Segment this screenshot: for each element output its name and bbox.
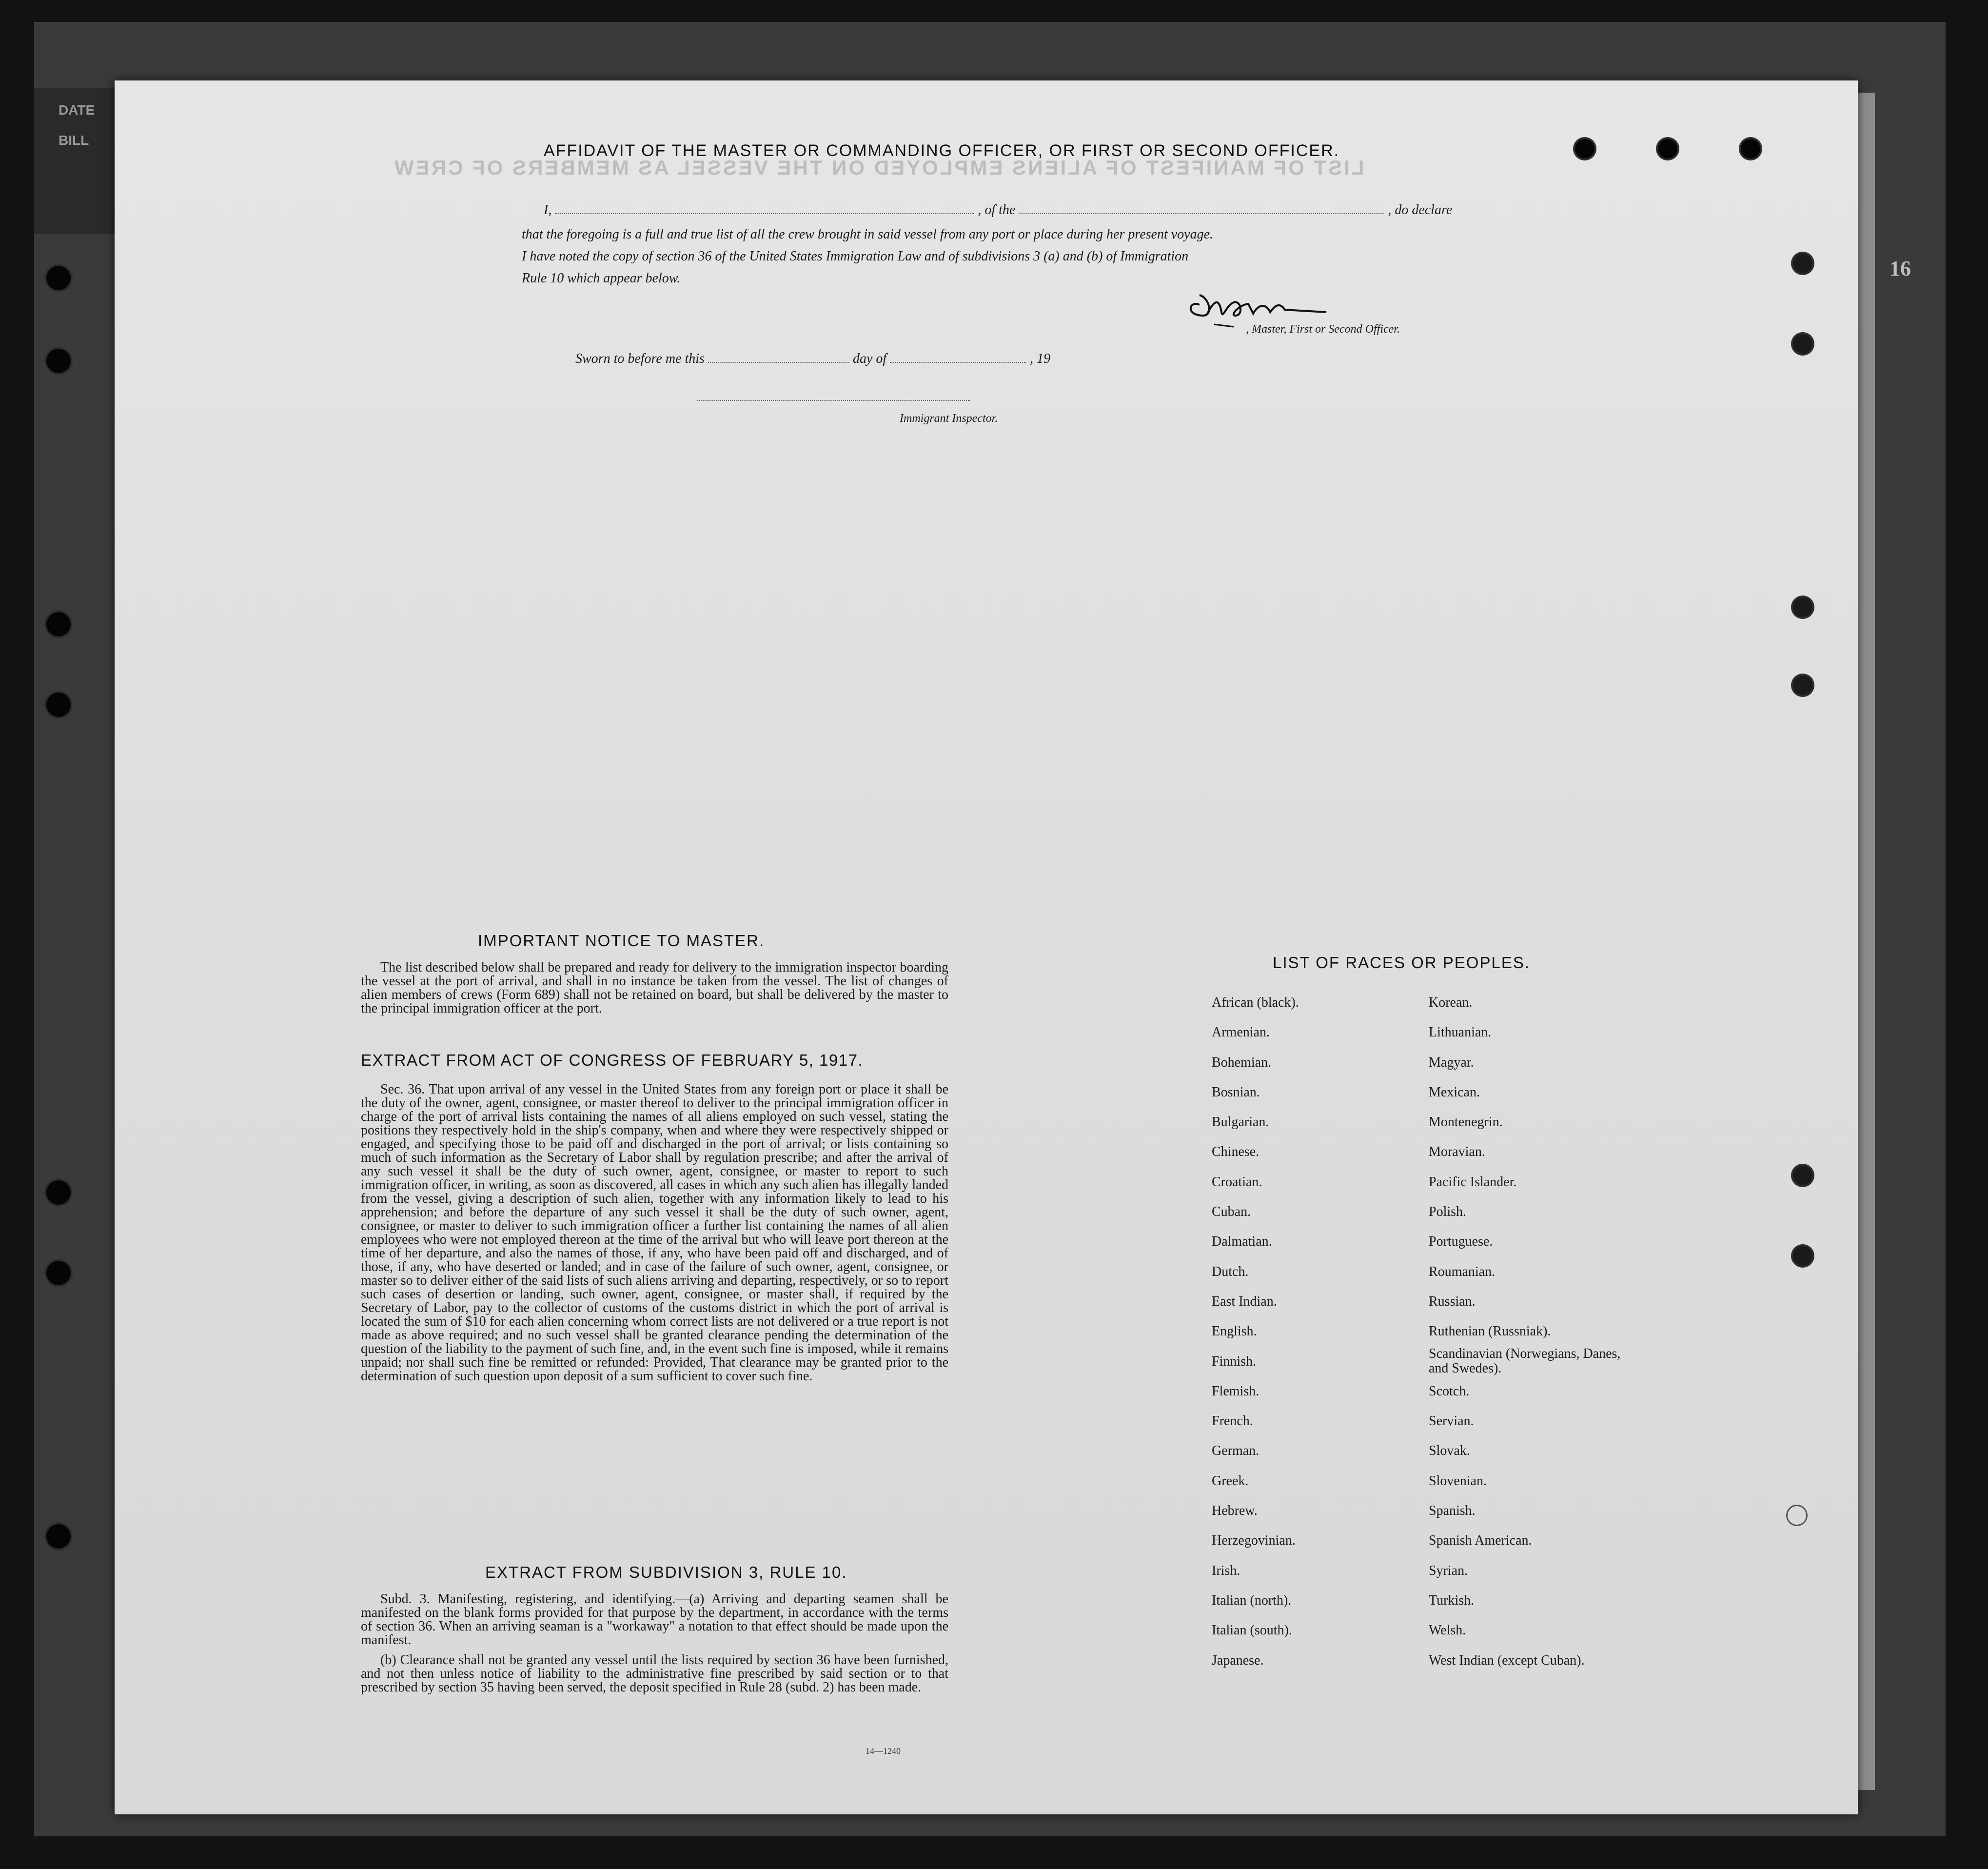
- race-entry: Mexican.: [1429, 1084, 1480, 1100]
- race-entry: Italian (south).: [1212, 1623, 1292, 1638]
- race-entry: Japanese.: [1212, 1652, 1264, 1668]
- race-entry: Hebrew.: [1212, 1503, 1258, 1519]
- sworn-year: , 19: [1030, 351, 1051, 366]
- punch-hole-icon: [1793, 1246, 1812, 1266]
- race-entry: Lithuanian.: [1429, 1025, 1492, 1040]
- notice-body: The list described below shall be prepared and ready for delivery to the immigration inspector boarding the vessel at the port of arrival, and shall in no instance be taken from the vessel. The list of changes of alien members of crews (Form 689) shall not be retained on board, but shall be delivered by the master to the principal immigration officer at the port.: [361, 960, 948, 1016]
- affidavit-line-3: I have noted the copy of section 36 of the United States Immigration Law and of subdivisions 3 (a) and (b) of Immigration: [522, 249, 1189, 264]
- extract-act-body: Sec. 36. That upon arrival of any vessel in the United States from any foreign port or place it shall be the duty of the owner, agent, consignee, or master thereof to deliver to the principal immigration officer in charge of the port of arrival lists containing the names of all aliens employed on such vessel, stating the positions they respectively hold in the ship's company, when and where they were respectively shipped or engaged, and specifying those to be paid off and discharged in the port of arrival; or lists containing so much of such information as the Secretary of Labor shall by regulation prescribe; and after the arrival of any such vessel it shall be the duty of such owner, agent, consignee, or master to report to such immigration officer, in writing, as soon as discovered, all cases in which any such alien has illegally landed from the vessel, giving a description of such alien, together with any information likely to lead to his apprehension; and before the departure of any such vessel it shall be the duty of such owner, agent, consignee, or master to deliver to such immigration officer a further list containing the names of all alien employees who were not employed thereon at the time of the arrival but who will leave port thereon at the time of her departure, and also the names of those, if any, who have been paid off and discharged, and of those, if any, who have deserted or landed; and in case of the failure of such owner, agent, consignee, or master so to deliver either of the said lists of such aliens arriving and departing, respectively, or so to report such cases of desertion or landing, such owner, agent, consignee, or master shall, if required by the Secretary of Labor, pay to the collector of customs of the customs district in which the port of arrival is located the sum of $10 for each alien concerning whom correct lists are not delivered or a true report is not made as above required; and no such vessel shall be granted clearance pending the determination of the question of the liability to the payment of such fine, and, in the event such fine is imposed, while it remains unpaid; nor shall such fine be remitted or refunded: Provided, That clearance may be granted prior to the determination of such question upon deposit of a sum sufficient to cover such fine.: [361, 1082, 948, 1384]
- races-right-column: [1429, 988, 1634, 1675]
- sworn-prefix: Sworn to before me this: [575, 351, 705, 366]
- race-entry: Moravian.: [1429, 1144, 1485, 1160]
- race-entry: Scandinavian (Norwegians, Danes, and Swedes).: [1429, 1346, 1621, 1376]
- race-entry: Portuguese.: [1429, 1234, 1493, 1250]
- race-entry: Bulgarian.: [1212, 1114, 1269, 1130]
- punch-hole-ring-icon: [1786, 1505, 1808, 1526]
- binder-hole-icon: [46, 1261, 71, 1285]
- punch-hole-icon: [1793, 597, 1812, 617]
- affidavit-of-the-label: , of the: [978, 202, 1016, 218]
- race-entry: Magyar.: [1429, 1054, 1474, 1070]
- signature-caption: , Master, First or Second Officer.: [1246, 323, 1400, 336]
- extract-act-title: EXTRACT FROM ACT OF CONGRESS OF FEBRUARY 5, 1917.: [361, 1051, 864, 1069]
- vessel-name-field: [1019, 213, 1384, 214]
- race-entry: Herzegovinian.: [1212, 1533, 1296, 1549]
- tab-label-bill: BILL: [59, 133, 89, 148]
- race-entry: Scotch.: [1429, 1383, 1470, 1399]
- affidavit-declare-label: , do declare: [1388, 202, 1453, 218]
- race-entry: Greek.: [1212, 1473, 1249, 1489]
- race-entry: Chinese.: [1212, 1144, 1260, 1160]
- race-entry: Spanish.: [1429, 1503, 1476, 1519]
- race-entry: Russian.: [1429, 1293, 1476, 1309]
- page-number: 16: [1890, 257, 1911, 280]
- binder-hole-icon: [46, 693, 71, 717]
- affidavit-line-1: [544, 202, 1452, 218]
- sworn-day-field: [708, 362, 849, 363]
- race-entry: Irish.: [1212, 1563, 1240, 1578]
- binder-hole-icon: [46, 266, 71, 290]
- affidavit-i-label: I,: [544, 202, 552, 218]
- extract-rule-para-a: Subd. 3. Manifesting, registering, and identifying.—(a) Arriving and departing seamen shall be manifested on the blank forms provided for that purpose by the department, in accordance with the terms of section 36. When an arriving seaman is a "workaway" a notation to that effect should be made upon the manifest.: [361, 1591, 948, 1648]
- punch-hole-icon: [1741, 139, 1760, 159]
- punch-hole-icon: [1793, 334, 1812, 354]
- race-entry: Finnish.: [1212, 1353, 1257, 1369]
- punch-hole-icon: [1793, 1166, 1812, 1185]
- tab-label-date: DATE: [59, 102, 95, 118]
- binder-hole-icon: [46, 1524, 71, 1549]
- punch-hole-icon: [1793, 676, 1812, 695]
- race-entry: Polish.: [1429, 1204, 1467, 1220]
- race-entry: Cuban.: [1212, 1204, 1251, 1220]
- punch-hole-icon: [1658, 139, 1677, 159]
- sworn-month-field: [890, 362, 1026, 363]
- sworn-line: [575, 351, 1050, 367]
- inspector-caption: Immigrant Inspector.: [900, 412, 998, 425]
- punch-hole-icon: [1793, 254, 1812, 273]
- race-entry: Pacific Islander.: [1429, 1174, 1517, 1190]
- master-name-field: [555, 213, 974, 214]
- race-entry: Dutch.: [1212, 1264, 1249, 1279]
- races-left-column: [1212, 988, 1299, 1675]
- affidavit-title: AFFIDAVIT OF THE MASTER OR COMMANDING OFFICER, OR FIRST OR SECOND OFFICER.: [544, 141, 1340, 160]
- race-entry: Flemish.: [1212, 1383, 1260, 1399]
- race-entry: Armenian.: [1212, 1025, 1270, 1040]
- form-code: 14—1240: [866, 1746, 901, 1756]
- race-entry: Welsh.: [1429, 1623, 1466, 1638]
- race-entry: Spanish American.: [1429, 1533, 1532, 1549]
- notice-title: IMPORTANT NOTICE TO MASTER.: [478, 932, 765, 950]
- bleed-through-header: LIST OF MANIFEST OF ALIENS EMPLOYED ON THE VESSEL AS MEMBERS OF CREW: [393, 156, 1364, 179]
- race-entry: Italian (north).: [1212, 1592, 1292, 1608]
- binder-hole-icon: [46, 349, 71, 373]
- extract-rule-title: EXTRACT FROM SUBDIVISION 3, RULE 10.: [485, 1563, 847, 1581]
- index-tab: [34, 88, 116, 234]
- race-entry: Slovak.: [1429, 1443, 1470, 1459]
- race-entry: Turkish.: [1429, 1592, 1475, 1608]
- race-entry: Croatian.: [1212, 1174, 1262, 1190]
- race-entry: Montenegrin.: [1429, 1114, 1503, 1130]
- affidavit-line-2: that the foregoing is a full and true list of all the crew brought in said vessel from any port or place during her present voyage.: [522, 227, 1214, 242]
- sworn-day-of: day of: [852, 351, 887, 366]
- races-title: LIST OF RACES OR PEOPLES.: [1273, 954, 1531, 972]
- race-entry: Servian.: [1429, 1413, 1474, 1429]
- race-entry: Roumanian.: [1429, 1264, 1496, 1279]
- race-entry: English.: [1212, 1324, 1257, 1339]
- inspector-signature-line: [697, 400, 970, 401]
- race-entry: Ruthenian (Russniak).: [1429, 1324, 1551, 1339]
- underlying-page-edge: [1858, 93, 1875, 1790]
- binder-hole-icon: [46, 612, 71, 636]
- manifest-page: [115, 80, 1858, 1814]
- race-entry: French.: [1212, 1413, 1253, 1429]
- race-entry: Korean.: [1429, 995, 1473, 1010]
- race-entry: German.: [1212, 1443, 1260, 1459]
- race-entry: West Indian (except Cuban).: [1429, 1652, 1585, 1668]
- binder-hole-icon: [46, 1180, 71, 1205]
- race-entry: Slovenian.: [1429, 1473, 1487, 1489]
- race-entry: East Indian.: [1212, 1293, 1277, 1309]
- affidavit-line-4: Rule 10 which appear below.: [522, 271, 681, 286]
- race-entry: Bohemian.: [1212, 1054, 1272, 1070]
- race-entry: Bosnian.: [1212, 1084, 1260, 1100]
- race-entry: African (black).: [1212, 995, 1299, 1010]
- race-entry: Dalmatian.: [1212, 1234, 1272, 1250]
- race-entry: Syrian.: [1429, 1563, 1468, 1578]
- extract-rule-para-b: (b) Clearance shall not be granted any vessel until the lists required by section 36 have been furnished, and not then unless notice of liability to the administrative fine prescribed by said section or to that prescribed by section 35 having been served, the deposit specified in Rule 28 (subd. 2) has been made.: [361, 1652, 948, 1695]
- punch-hole-icon: [1575, 139, 1594, 159]
